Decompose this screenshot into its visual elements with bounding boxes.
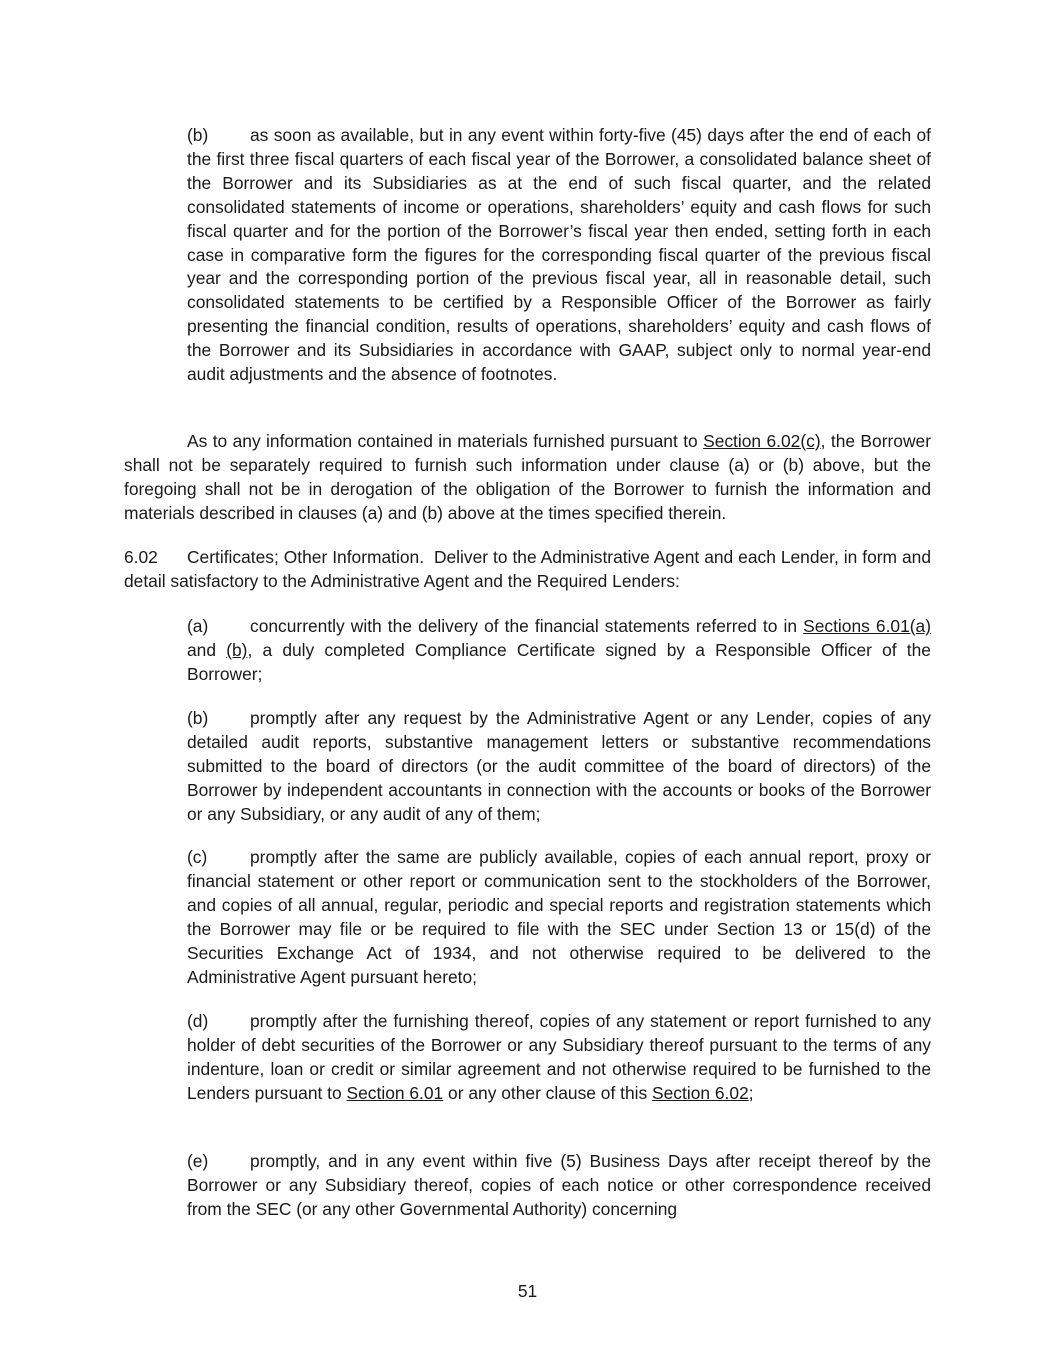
clause-6-02-e bbox=[187, 1150, 931, 1222]
clause-6-02-a: (a) concurrently with the delivery of the financial statements referred to in Sections 6.01(a) and (b), a duly completed Compliance Certificate signed by a Responsible Officer of the Borrower; bbox=[187, 616, 931, 684]
clause-6-01-b bbox=[187, 124, 931, 387]
section-ref-6-01-a: Sections 6.01(a) bbox=[803, 616, 931, 636]
clause-6-02-d: (d) promptly after the furnishing thereof, copies of any statement or report furnished to any holder of debt securities of the Borrower or any Subsidiary thereof pursuant to the terms of any indenture, loan or credit or similar agreement and not otherwise required to be furnished to the Lenders pursuant to Section 6.01 or any other clause of this Section 6.02; bbox=[187, 1011, 931, 1103]
clause-6-02-b bbox=[187, 707, 931, 827]
clause-label: (a) bbox=[187, 616, 209, 636]
clause-text: promptly, and in any event within five (5) Business Days after receipt thereof by the Borrower or any Subsidiary thereof, copies of each notice or other correspondence received from the SEC (or any other Governmental Authority) concerning bbox=[187, 1151, 931, 1219]
clause-label: (e) bbox=[187, 1151, 209, 1171]
clause-label: (b) bbox=[187, 125, 209, 145]
clause-text: promptly after any request by the Administrative Agent or any Lender, copies of any detailed audit reports, substantive management letters or substantive recommendations submitted to the board of directors (or the audit committee of the board of directors) of the Borrower by independent accountants in connection with the accounts or books of the Borrower or any Subsidiary, or any audit of any of them; bbox=[187, 708, 931, 824]
clause-label: (c) bbox=[187, 847, 208, 867]
page-number: 51 bbox=[517, 1281, 538, 1301]
section-ref-6-02: Section 6.02 bbox=[652, 1082, 749, 1103]
clause-6-02-c bbox=[187, 846, 931, 989]
section-6-02 bbox=[124, 546, 931, 594]
section-number: 6.02 bbox=[124, 547, 158, 567]
as-to-paragraph: As to any information contained in materials furnished pursuant to Section 6.02(c), the Borrower shall not be separately required to furnish such information under clause (a) or (b) above, but the foregoing shall not be in derogation of the obligation of the Borrower to furnish the information and materials described in clauses (a) and (b) above at the times specified therein. bbox=[124, 431, 931, 523]
section-ref-b: (b) bbox=[226, 639, 248, 660]
clause-label: (b) bbox=[187, 708, 209, 728]
section-text: Deliver to the Administrative Agent and each Lender, in form and detail satisfactory to the Administrative Agent and the Required Lenders: bbox=[124, 547, 932, 591]
section-ref-6-01: Section 6.01 bbox=[346, 1082, 444, 1103]
section-ref-6-02-c: Section 6.02(c) bbox=[703, 431, 821, 451]
clause-text: promptly after the same are publicly available, copies of each annual report, proxy or financial statement or other report or communication sent to the stockholders of the Borrower, and copies of all annual, regular, periodic and special reports and registration statements which the Borrower may file or be required to file with the SEC under Section 13 or 15(d) of the Securities Exchange Act of 1934, and not otherwise required to be delivered to the Administrative Agent pursuant hereto; bbox=[187, 847, 931, 987]
section-heading: Certificates; Other Information. bbox=[187, 547, 425, 567]
clause-label: (d) bbox=[187, 1011, 209, 1031]
clause-text: as soon as available, but in any event within forty-five (45) days after the end of each of the first three fiscal quarters of each fiscal year of the Borrower, a consolidated balance sheet of the Borrower and its Subsidiaries as at the end of such fiscal quarter, and the related consolidated statements of income or operations, shareholders’ equity and cash flows for such fiscal quarter and for the portion of the Borrower’s fiscal year then ended, setting forth in each case in comparative form the figures for the corresponding fiscal quarter of the previous fiscal year and the corresponding portion of the previous fiscal year, all in reasonable detail, such consolidated statements to be certified by a Responsible Officer of the Borrower as fairly presenting the financial condition, results of operations, shareholders’ equity and cash flows of the Borrower and its Subsidiaries in accordance with GAAP, subject only to normal year-end audit adjustments and the absence of footnotes. bbox=[187, 125, 931, 385]
